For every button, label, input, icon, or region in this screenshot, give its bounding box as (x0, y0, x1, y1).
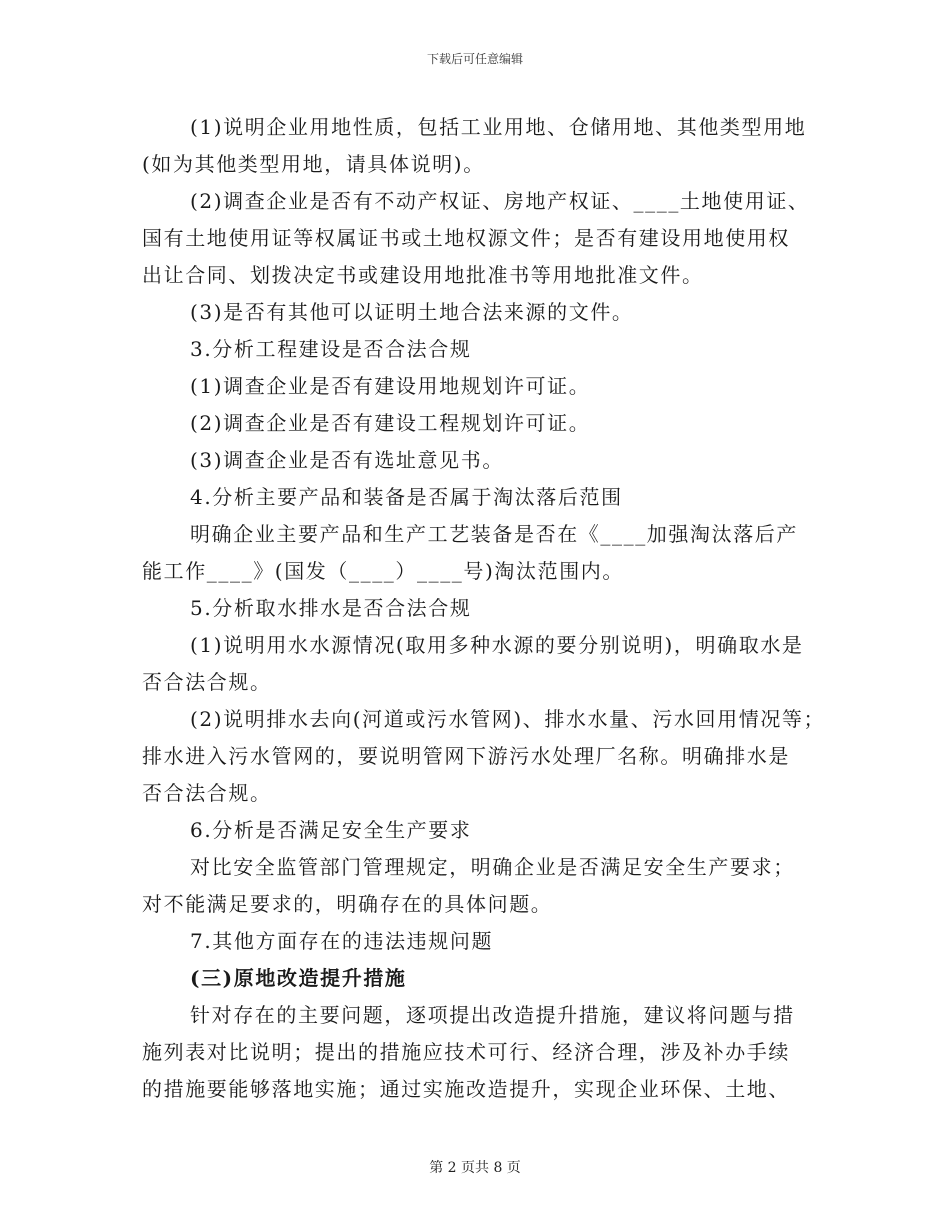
section-heading-4: 4.分析主要产品和装备是否属于淘汰落后范围 (190, 485, 623, 509)
body-line-22: 对不能满足要求的，明确存在的具体问题。 (142, 892, 553, 916)
body-line-16: 否合法合规。 (142, 670, 272, 694)
section-heading-7: 7.其他方面存在的违法违规问题 (190, 929, 494, 953)
body-line-21: 对比安全监管部门管理规定，明确企业是否满足安全生产要求； (190, 855, 795, 879)
section-heading-6: 6.分析是否满足安全生产要求 (190, 818, 472, 842)
body-line-13: 能工作____》(国发（____）____号)淘汰范围内。 (142, 559, 625, 583)
body-line-12: 明确企业主要产品和生产工艺装备是否在《____加强淘汰落后产 (190, 522, 798, 546)
body-line-6: (3)是否有其他可以证明土地合法来源的文件。 (190, 300, 634, 324)
body-line-19: 否合法合规。 (142, 781, 272, 805)
section-heading-3: 3.分析工程建设是否合法合规 (190, 337, 472, 361)
body-line-10: (3)调查企业是否有选址意见书。 (190, 448, 504, 472)
body-line-8: (1)调查企业是否有建设用地规划许可证。 (190, 374, 591, 398)
body-line-26: 施列表对比说明；提出的措施应技术可行、经济合理，涉及补办手续 (142, 1040, 790, 1064)
body-line-3: (2)调查企业是否有不动产权证、房地产权证、____土地使用证、 (190, 189, 810, 213)
body-line-15: (1)说明用水水源情况(取用多种水源的要分别说明)，明确取水是 (190, 633, 804, 657)
body-line-17: (2)说明排水去向(河道或污水管网)、排水水量、污水回用情况等； (190, 707, 826, 731)
body-line-27: 的措施要能够落地实施；通过实施改造提升，实现企业环保、土地、 (142, 1077, 790, 1101)
body-line-1: (1)说明企业用地性质，包括工业用地、仓储用地、其他类型用地 (190, 115, 807, 139)
page-footer: 第 2 页共 8 页 (429, 1160, 521, 1176)
body-line-9: (2)调查企业是否有建设工程规划许可证。 (190, 411, 591, 435)
body-line-25: 针对存在的主要问题，逐项提出改造提升措施，建议将问题与措 (190, 1003, 795, 1027)
body-line-5: 出让合同、划拨决定书或建设用地批准书等用地批准文件。 (142, 263, 704, 287)
body-line-2: (如为其他类型用地，请具体说明)。 (142, 152, 485, 176)
body-line-18: 排水进入污水管网的，要说明管网下游污水处理厂名称。明确排水是 (142, 744, 790, 768)
section-heading-5: 5.分析取水排水是否合法合规 (190, 596, 472, 620)
section-heading-san: (三)原地改造提升措施 (190, 966, 407, 990)
page-header: 下载后可任意编辑 (426, 52, 523, 66)
body-line-4: 国有土地使用证等权属证书或土地权源文件；是否有建设用地使用权 (142, 226, 790, 250)
